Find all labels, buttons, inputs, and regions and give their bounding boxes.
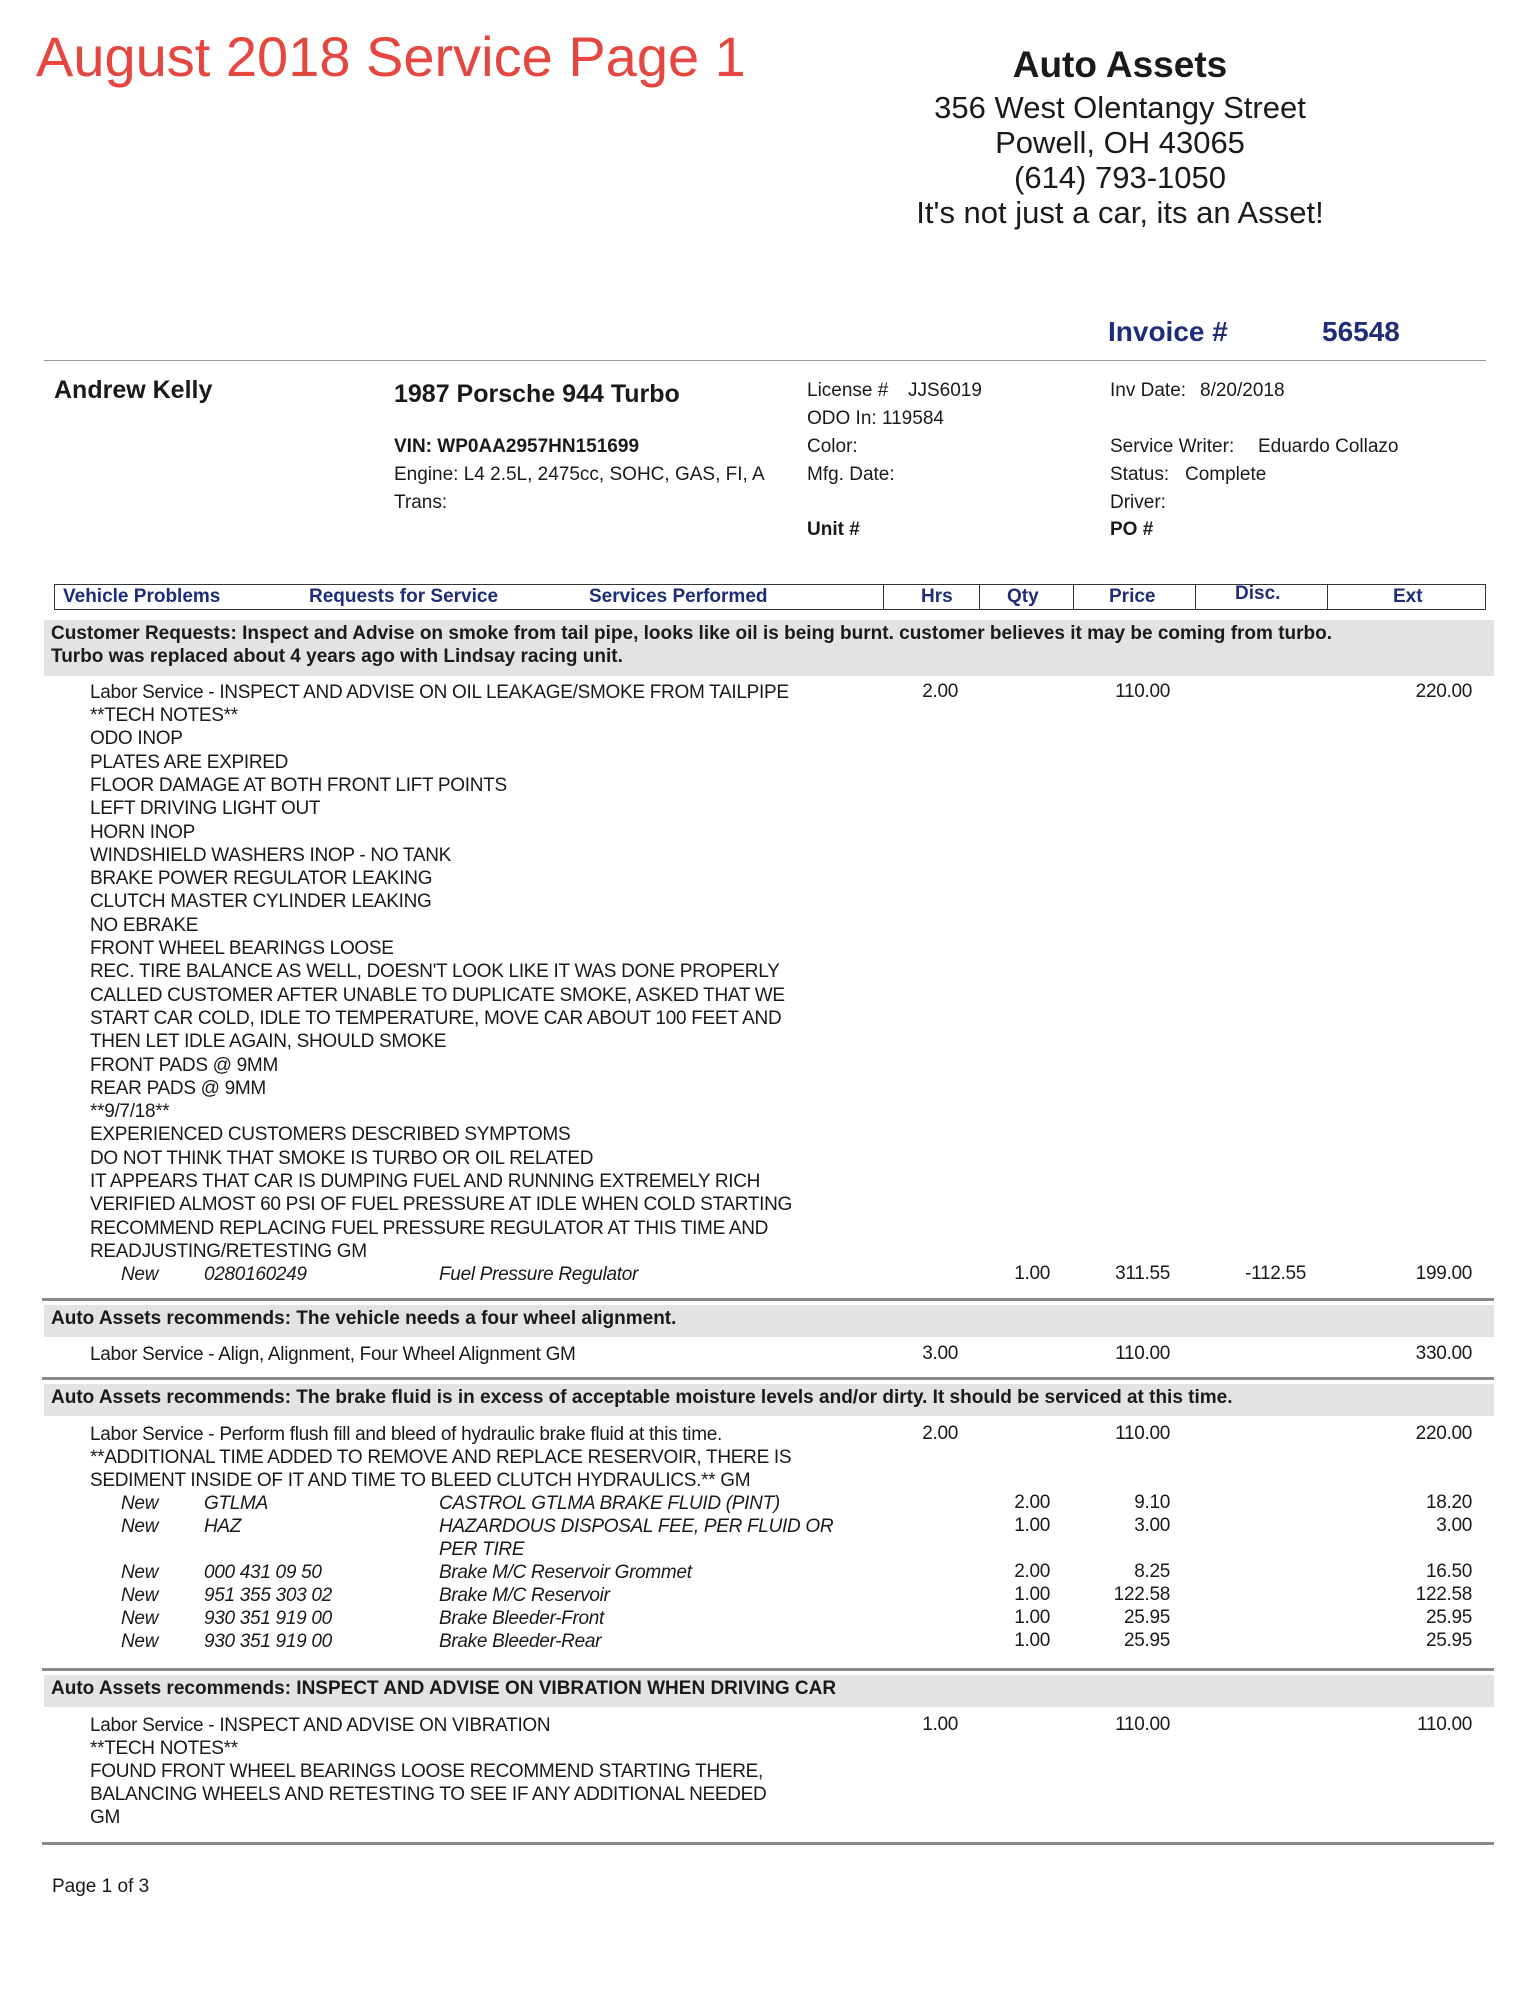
recommendation-brake-fluid: Auto Assets recommends: The brake fluid is in excess of acceptable moisture levels and/or dirty. It should be serviced at this time. — [51, 1387, 1233, 1408]
col-requests: Requests for Service — [309, 586, 499, 607]
note-line: NO EBRAKE — [90, 914, 199, 936]
labor-price: 110.00 — [1115, 681, 1170, 702]
part-number: 930 351 919 00 — [204, 1631, 332, 1652]
shop-name: Auto Assets — [1012, 44, 1228, 85]
vehicle-vin: VIN: WP0AA2957HN151699 — [394, 436, 640, 457]
vehicle-engine: Engine: L4 2.5L, 2475cc, SOHC, GAS, FI, A — [394, 464, 765, 485]
license-value: JJS6019 — [908, 380, 982, 401]
unit-label: Unit # — [807, 519, 860, 540]
column-header-bar — [54, 584, 1486, 610]
col-qty: Qty — [1007, 586, 1039, 607]
part-condition: New — [121, 1264, 159, 1285]
part-price: 122.58 — [1113, 1584, 1170, 1605]
part-description: Brake M/C Reservoir — [439, 1585, 610, 1606]
note-line: CALLED CUSTOMER AFTER UNABLE TO DUPLICATE SMOKE, ASKED THAT WE — [90, 984, 785, 1006]
mfg-date-label: Mfg. Date: — [807, 464, 895, 485]
note-line: PLATES ARE EXPIRED — [90, 751, 289, 773]
customer-request-line2: Turbo was replaced about 4 years ago with Lindsay racing unit. — [51, 646, 623, 667]
col-divider — [1327, 585, 1328, 609]
part-number: GTLMA — [204, 1493, 268, 1514]
part-qty: 1.00 — [1014, 1263, 1050, 1284]
part-number: 0280160249 — [204, 1264, 307, 1285]
note-line: THEN LET IDLE AGAIN, SHOULD SMOKE — [90, 1031, 447, 1053]
col-ext: Ext — [1393, 586, 1423, 607]
part-number: HAZ — [204, 1516, 242, 1537]
status-value: Complete — [1185, 464, 1267, 485]
col-performed: Services Performed — [589, 586, 768, 607]
labor-description: Labor Service - Align, Alignment, Four Wheel Alignment GM — [90, 1344, 576, 1365]
vehicle-trans: Trans: — [394, 492, 448, 513]
part-condition: New — [121, 1608, 159, 1629]
part-description: Fuel Pressure Regulator — [439, 1264, 639, 1285]
labor-price: 110.00 — [1115, 1343, 1170, 1364]
note-line: LEFT DRIVING LIGHT OUT — [90, 798, 321, 820]
note-line: **ADDITIONAL TIME ADDED TO REMOVE AND REPLACE RESERVOIR, THERE IS — [90, 1447, 792, 1468]
part-qty: 1.00 — [1014, 1515, 1050, 1536]
part-ext: 122.58 — [1415, 1584, 1472, 1605]
col-hrs: Hrs — [921, 586, 953, 607]
part-price: 9.10 — [1134, 1492, 1170, 1513]
part-discount: -112.55 — [1245, 1263, 1306, 1284]
labor-hrs: 3.00 — [922, 1343, 958, 1364]
labor-price: 110.00 — [1115, 1423, 1170, 1444]
shop-slogan: It's not just a car, its an Asset! — [916, 195, 1324, 230]
note-line: GM — [90, 1807, 121, 1828]
col-vehicle-problems: Vehicle Problems — [63, 586, 221, 607]
invoice-number: 56548 — [1322, 316, 1400, 347]
vehicle-title: 1987 Porsche 944 Turbo — [394, 380, 680, 408]
part-description-cont: PER TIRE — [439, 1539, 525, 1560]
part-condition: New — [121, 1493, 159, 1514]
col-divider — [1195, 585, 1196, 609]
note-line: READJUSTING/RETESTING GM — [90, 1240, 367, 1262]
status-label: Status: — [1110, 464, 1170, 485]
part-number: 930 351 919 00 — [204, 1608, 332, 1629]
labor-hrs: 1.00 — [922, 1714, 958, 1735]
note-line: WINDSHIELD WASHERS INOP - NO TANK — [90, 844, 451, 866]
note-line: DO NOT THINK THAT SMOKE IS TURBO OR OIL RELATED — [90, 1147, 594, 1169]
note-line: START CAR COLD, IDLE TO TEMPERATURE, MOVE CAR ABOUT 100 FEET AND — [90, 1007, 782, 1029]
recommendation-alignment: Auto Assets recommends: The vehicle needs a four wheel alignment. — [51, 1308, 677, 1329]
note-line: IT APPEARS THAT CAR IS DUMPING FUEL AND RUNNING EXTREMELY RICH — [90, 1171, 761, 1192]
part-qty: 1.00 — [1014, 1584, 1050, 1605]
po-label: PO # — [1110, 519, 1154, 540]
part-description: HAZARDOUS DISPOSAL FEE, PER FLUID OR — [439, 1516, 834, 1537]
part-description: CASTROL GTLMA BRAKE FLUID (PINT) — [439, 1493, 780, 1514]
odometer-in: ODO In: 119584 — [807, 408, 944, 429]
part-number: 000 431 09 50 — [204, 1562, 322, 1583]
labor-description: Labor Service - Perform flush fill and bleed of hydraulic brake fluid at this time. — [90, 1424, 722, 1445]
section-divider — [42, 1377, 1494, 1380]
part-price: 25.95 — [1123, 1630, 1170, 1651]
col-disc: Disc. — [1235, 583, 1281, 604]
labor-description: Labor Service - INSPECT AND ADVISE ON OIL LEAKAGE/SMOKE FROM TAILPIPE — [90, 682, 789, 703]
customer-request-line1: Customer Requests: Inspect and Advise on smoke from tail pipe, looks like oil is being burnt. customer believes it may be coming from turbo. — [51, 623, 1333, 644]
part-ext: 18.20 — [1425, 1492, 1472, 1513]
note-line: SEDIMENT INSIDE OF IT AND TIME TO BLEED CLUTCH HYDRAULICS.** GM — [90, 1470, 751, 1491]
part-qty: 2.00 — [1014, 1561, 1050, 1582]
part-qty: 1.00 — [1014, 1630, 1050, 1651]
part-price: 3.00 — [1134, 1515, 1170, 1536]
part-condition: New — [121, 1585, 159, 1606]
part-ext: 16.50 — [1425, 1561, 1472, 1582]
note-line: **TECH NOTES** — [90, 1738, 238, 1759]
note-line: REC. TIRE BALANCE AS WELL, DOESN'T LOOK LIKE IT WAS DONE PROPERLY — [90, 961, 780, 983]
page-number: Page 1 of 3 — [52, 1876, 150, 1897]
driver-label: Driver: — [1110, 492, 1166, 513]
note-line: **TECH NOTES** — [90, 705, 238, 726]
customer-name: Andrew Kelly — [54, 376, 213, 404]
inv-date-label: Inv Date: — [1110, 380, 1187, 401]
part-ext: 3.00 — [1436, 1515, 1472, 1536]
part-description: Brake Bleeder-Rear — [439, 1631, 602, 1652]
part-qty: 2.00 — [1014, 1492, 1050, 1513]
note-line: RECOMMEND REPLACING FUEL PRESSURE REGULATOR AT THIS TIME AND — [90, 1217, 769, 1239]
page-title: August 2018 Service Page 1 — [36, 25, 746, 88]
note-line: VERIFIED ALMOST 60 PSI OF FUEL PRESSURE AT IDLE WHEN COLD STARTING — [90, 1194, 793, 1216]
note-line: ODO INOP — [90, 728, 183, 750]
col-divider — [883, 585, 884, 609]
note-line: EXPERIENCED CUSTOMERS DESCRIBED SYMPTOMS — [90, 1124, 571, 1146]
inv-date-value: 8/20/2018 — [1200, 380, 1285, 401]
labor-hrs: 2.00 — [922, 681, 958, 702]
note-line: FRONT WHEEL BEARINGS LOOSE — [90, 938, 394, 959]
part-description: Brake Bleeder-Front — [439, 1608, 605, 1629]
part-ext: 25.95 — [1425, 1607, 1472, 1628]
section-divider — [42, 1842, 1494, 1845]
labor-hrs: 2.00 — [922, 1423, 958, 1444]
labor-ext: 110.00 — [1417, 1714, 1472, 1735]
labor-price: 110.00 — [1115, 1714, 1170, 1735]
part-qty: 1.00 — [1014, 1607, 1050, 1628]
col-divider — [1073, 585, 1074, 609]
note-line: FLOOR DAMAGE AT BOTH FRONT LIFT POINTS — [90, 774, 507, 796]
service-writer-label: Service Writer: — [1110, 436, 1235, 457]
labor-ext: 220.00 — [1415, 1423, 1472, 1444]
section-divider — [42, 1298, 1494, 1301]
part-condition: New — [121, 1562, 159, 1583]
service-writer-value: Eduardo Collazo — [1258, 436, 1399, 457]
part-condition: New — [121, 1516, 159, 1537]
section-divider — [42, 1668, 1494, 1671]
shop-street: 356 West Olentangy Street — [934, 90, 1306, 125]
part-number: 951 355 303 02 — [204, 1585, 332, 1606]
shop-phone: (614) 793-1050 — [1014, 160, 1226, 195]
part-condition: New — [121, 1631, 159, 1652]
col-divider — [979, 585, 980, 609]
part-price: 311.55 — [1115, 1263, 1170, 1284]
part-ext: 199.00 — [1415, 1263, 1472, 1284]
shop-city: Powell, OH 43065 — [995, 125, 1245, 160]
note-line: CLUTCH MASTER CYLINDER LEAKING — [90, 891, 432, 913]
note-line: BALANCING WHEELS AND RETESTING TO SEE IF ANY ADDITIONAL NEEDED — [90, 1784, 767, 1805]
header-divider — [44, 360, 1486, 361]
recommendation-vibration: Auto Assets recommends: INSPECT AND ADVISE ON VIBRATION WHEN DRIVING CAR — [51, 1678, 837, 1699]
labor-ext: 220.00 — [1415, 681, 1472, 702]
note-line: BRAKE POWER REGULATOR LEAKING — [90, 868, 433, 890]
note-line: FOUND FRONT WHEEL BEARINGS LOOSE RECOMMEND STARTING THERE, — [90, 1761, 764, 1782]
note-line: HORN INOP — [90, 821, 195, 843]
col-price: Price — [1109, 586, 1156, 607]
labor-ext: 330.00 — [1415, 1343, 1472, 1364]
labor-description: Labor Service - INSPECT AND ADVISE ON VIBRATION — [90, 1715, 551, 1736]
note-line: FRONT PADS @ 9MM — [90, 1054, 278, 1076]
part-description: Brake M/C Reservoir Grommet — [439, 1562, 692, 1583]
part-ext: 25.95 — [1425, 1630, 1472, 1651]
license-label: License # — [807, 380, 889, 401]
part-price: 25.95 — [1123, 1607, 1170, 1628]
note-line: **9/7/18** — [90, 1101, 170, 1123]
color-label: Color: — [807, 436, 858, 457]
invoice-label: Invoice # — [1108, 316, 1228, 347]
part-price: 8.25 — [1134, 1561, 1170, 1582]
note-line: REAR PADS @ 9MM — [90, 1077, 266, 1099]
